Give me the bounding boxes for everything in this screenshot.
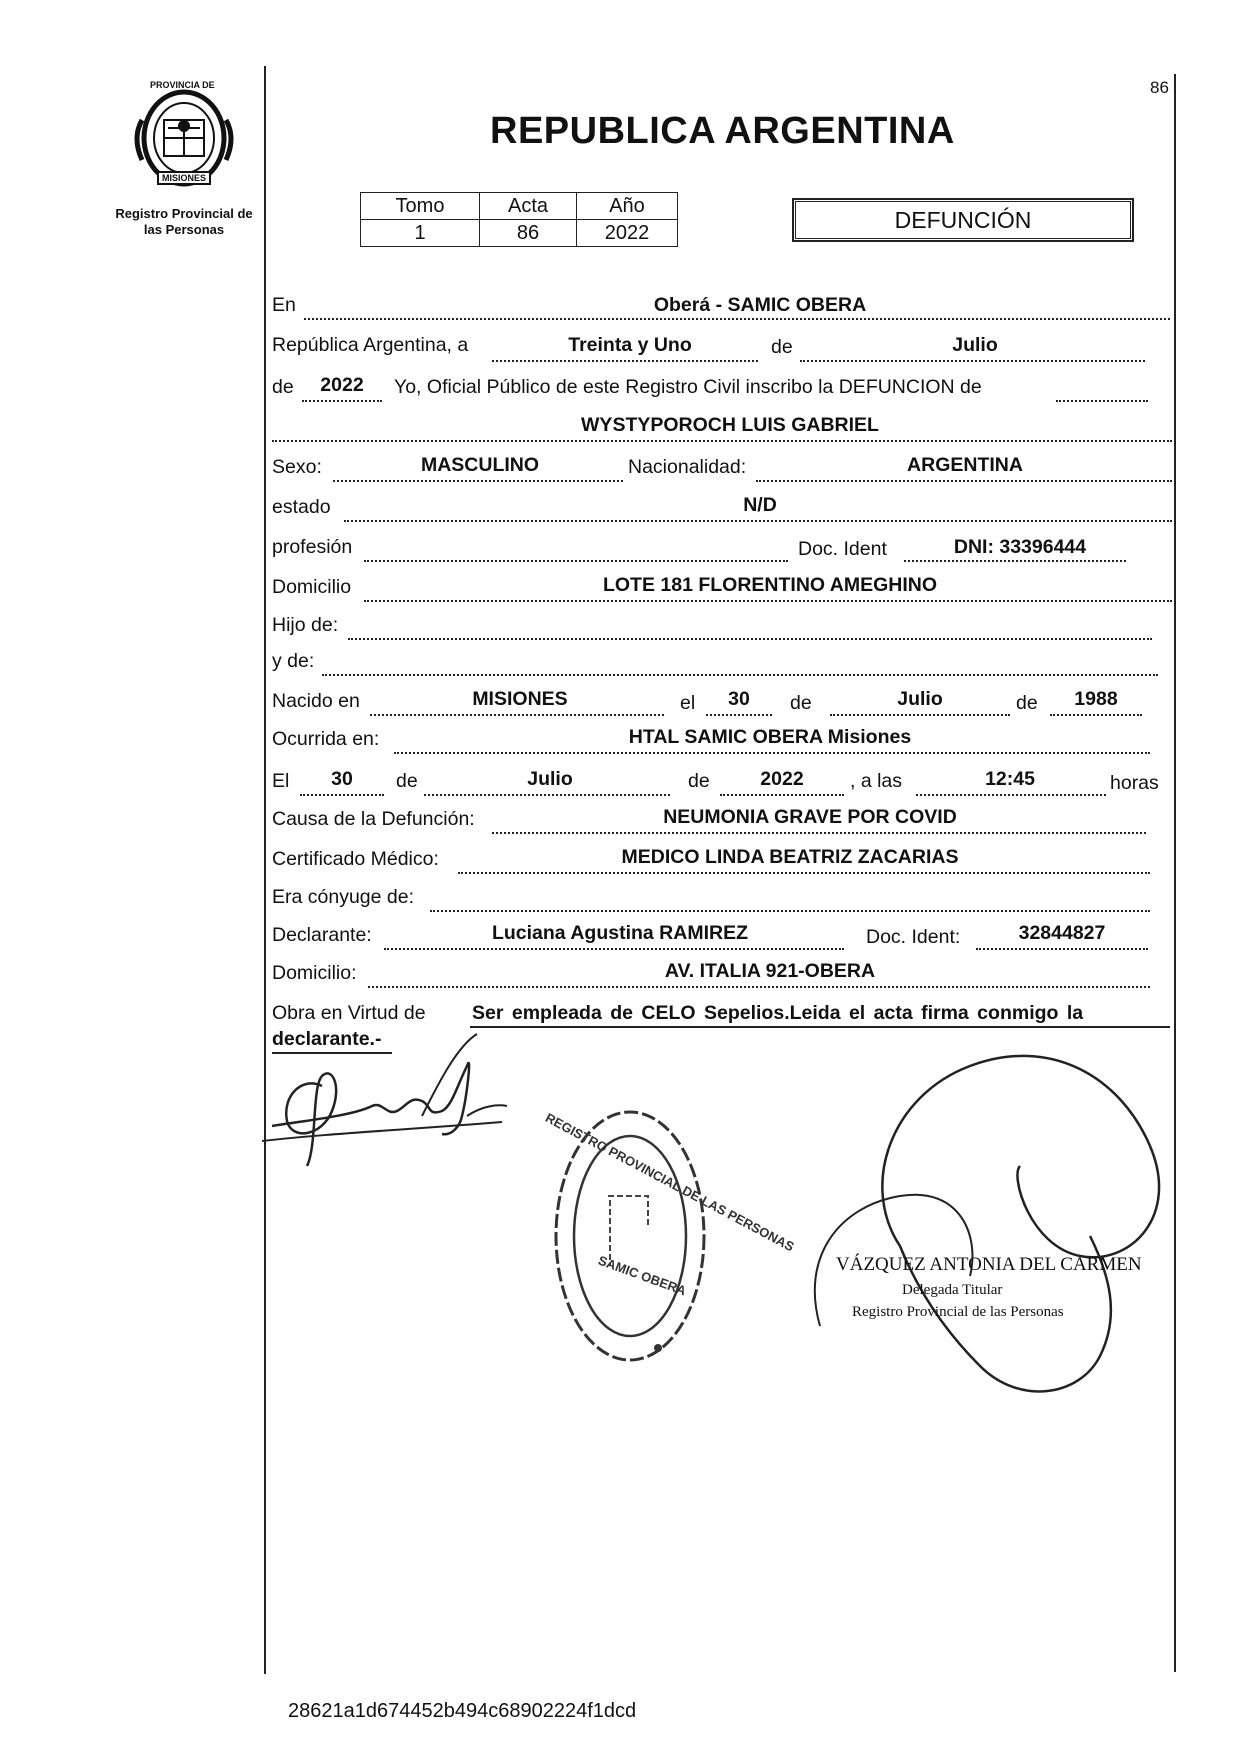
official-name: VÁZQUEZ ANTONIA DEL CARMEN <box>836 1254 1142 1275</box>
obra-label: Obra en Virtud de <box>272 1002 426 1024</box>
declarante-dots <box>384 948 844 950</box>
obra-underline <box>470 1026 1170 1028</box>
registry-header-ano: Año <box>577 193 678 220</box>
birth-month-dots <box>830 714 1010 716</box>
day-words: Treinta y Uno <box>568 334 692 356</box>
registry-table <box>360 192 678 247</box>
death-day-dots <box>300 794 384 796</box>
deceased-name: WYSTYPOROCH LUIS GABRIEL <box>581 414 879 436</box>
org-name-line2: las Personas <box>143 222 225 237</box>
alas-label: , a las <box>850 770 903 792</box>
en-value: Oberá - SAMIC OBERA <box>653 294 867 316</box>
nacido-dots <box>370 714 664 716</box>
inscribo-text: Yo, Oficial Público de este Registro Civil inscribo la DEFUNCION de <box>394 376 982 398</box>
de-label-2: de <box>272 376 294 398</box>
el-label-2: El <box>272 770 290 792</box>
registry-value-ano: 2022 <box>577 220 678 247</box>
conyuge-label: Era cónyuge de: <box>272 886 415 908</box>
official-org: Registro Provincial de las Personas <box>852 1304 1064 1320</box>
decl-doc-value: 32844827 <box>1018 922 1106 944</box>
estado-dots <box>344 520 1172 522</box>
obra-value: Ser empleada de CELO Sepelios.Leida el acta firma conmigo la <box>472 1002 1084 1024</box>
domicilio-dots <box>364 600 1172 602</box>
left-margin-line <box>264 66 266 1674</box>
de-label-4: de <box>1016 692 1038 714</box>
domicilio-label: Domicilio <box>272 576 352 598</box>
profesion-label: profesión <box>272 536 353 558</box>
death-month-dots <box>424 794 670 796</box>
org-name-line1: Registro Provincial de <box>115 206 253 221</box>
registry-value-acta: 86 <box>480 220 577 247</box>
domicilio2-value: AV. ITALIA 921-OBERA <box>664 960 876 982</box>
hijo-dots <box>348 638 1152 640</box>
day-dots <box>492 360 758 362</box>
page-number: 86 <box>1150 78 1169 97</box>
inscribo-dots <box>1056 400 1148 402</box>
sexo-label: Sexo: <box>272 456 322 478</box>
declarante-value: Luciana Agustina RAMIREZ <box>491 922 749 944</box>
nacido-value: MISIONES <box>472 688 568 710</box>
act-type-box: DEFUNCIÓN <box>792 198 1134 242</box>
hijo-label: Hijo de: <box>272 614 339 636</box>
death-time: 12:45 <box>985 768 1035 790</box>
logo-text-top: PROVINCIA DE <box>150 80 215 90</box>
registry-value-tomo: 1 <box>361 220 480 247</box>
org-name <box>95 206 273 238</box>
month-dots <box>800 360 1145 362</box>
birth-year: 1988 <box>1074 688 1118 710</box>
yde-dots <box>322 674 1158 676</box>
death-day: 30 <box>331 768 353 790</box>
official-signature <box>780 1036 1180 1436</box>
registry-header-acta: Acta <box>480 193 577 220</box>
causa-label: Causa de la Defunción: <box>272 808 475 830</box>
sexo-dots <box>333 480 623 482</box>
round-stamp-text: REGISTRO PROVINCIAL DE LAS PERSONAS <box>542 1110 797 1255</box>
estado-label: estado <box>272 496 331 518</box>
ocurrida-label: Ocurrida en: <box>272 728 380 750</box>
nacionalidad-value: ARGENTINA <box>907 454 1023 476</box>
certificado-dots <box>458 872 1150 874</box>
birth-month: Julio <box>897 688 943 710</box>
death-year-dots <box>720 794 844 796</box>
domicilio2-dots <box>368 986 1150 988</box>
nacionalidad-dots <box>756 480 1172 482</box>
registry-header-tomo: Tomo <box>361 193 480 220</box>
republica-label: República Argentina, a <box>272 334 469 356</box>
ocurrida-value: HTAL SAMIC OBERA Misiones <box>628 726 912 748</box>
nacido-label: Nacido en <box>272 690 360 712</box>
estado-value: N/D <box>743 494 777 516</box>
de-label-1: de <box>771 336 793 358</box>
domicilio2-label: Domicilio: <box>272 962 357 984</box>
decl-doc-label: Doc. Ident: <box>866 926 961 948</box>
official-role: Delegada Titular <box>902 1282 1003 1298</box>
horas-label: horas <box>1110 772 1159 794</box>
document-hash: 28621a1d674452b494c68902224f1dcd <box>288 1700 637 1722</box>
birth-year-dots <box>1050 714 1142 716</box>
birth-day: 30 <box>728 688 750 710</box>
en-dots <box>304 318 1170 320</box>
doc-dots <box>904 560 1126 562</box>
causa-dots <box>492 832 1146 834</box>
year-dots <box>302 400 382 402</box>
death-month: Julio <box>527 768 573 790</box>
doc-label: Doc. Ident <box>798 538 887 560</box>
declarante-label: Declarante: <box>272 924 372 946</box>
sexo-value: MASCULINO <box>420 454 540 476</box>
death-time-dots <box>916 794 1106 796</box>
name-dots <box>272 440 1172 442</box>
causa-value: NEUMONIA GRAVE POR COVID <box>663 806 957 828</box>
de-label-6: de <box>688 770 710 792</box>
doc-value: DNI: 33396444 <box>953 536 1087 558</box>
month-value: Julio <box>952 334 998 356</box>
obra-value-2: declarante.- <box>272 1028 382 1050</box>
decl-doc-dots <box>976 948 1148 950</box>
conyuge-dots <box>430 910 1150 912</box>
de-label-5: de <box>396 770 418 792</box>
yde-label: y de: <box>272 650 315 672</box>
domicilio-value: LOTE 181 FLORENTINO AMEGHINO <box>602 574 938 596</box>
el-label-1: el <box>680 692 696 714</box>
profesion-dots <box>364 560 788 562</box>
round-stamp-bottom: SAMIC OBERA <box>596 1252 689 1299</box>
year-value: 2022 <box>320 374 364 396</box>
logo-text-bottom: MISIONES <box>162 173 207 183</box>
de-label-3: de <box>790 692 812 714</box>
page-title: REPUBLICA ARGENTINA <box>490 110 955 152</box>
en-label: En <box>272 294 296 316</box>
birth-day-dots <box>706 714 772 716</box>
nacionalidad-label: Nacionalidad: <box>628 456 747 478</box>
certificado-value: MEDICO LINDA BEATRIZ ZACARIAS <box>621 846 959 868</box>
death-year: 2022 <box>760 768 804 790</box>
declarant-signature <box>262 1026 512 1176</box>
certificado-label: Certificado Médico: <box>272 848 439 870</box>
ocurrida-dots <box>394 752 1150 754</box>
